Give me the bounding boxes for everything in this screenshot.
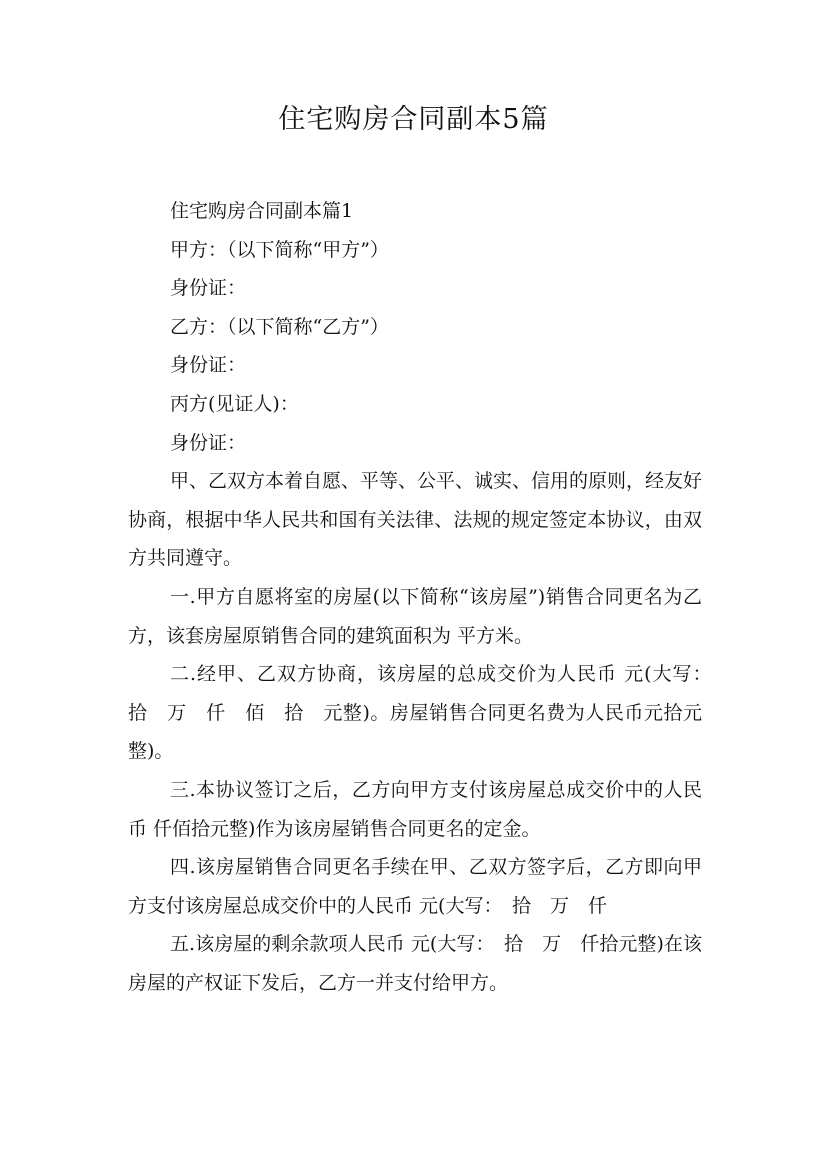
clause-2-paragraph: 二.经甲、乙双方协商，该房屋的总成交价为人民币 元(大写： 拾 万 仟 佰 拾 元整)。房屋销售合同更名费为人民币元拾元整)。	[128, 663, 722, 763]
party-a-line: 甲方：（以下简称“甲方”）	[170, 238, 389, 261]
clause-1-paragraph: 一.甲方自愿将室的房屋(以下简称“该房屋”)销售合同更名为乙方，该套房屋原销售合同的建筑面积为 平方米。	[128, 585, 702, 647]
intro-paragraph: 甲、乙双方本着自愿、平等、公平、诚实、信用的原则，经友好协商，根据中华人民共和国有关法律、法规的规定签定本协议，由双方共同遵守。	[128, 470, 703, 570]
contract-heading: 住宅购房合同副本篇1	[170, 200, 354, 222]
clause-5-paragraph: 五.该房屋的剩余款项人民币 元(大写： 拾 万 仟拾元整)在该房屋的产权证下发后，乙方一并支付给甲方。	[128, 933, 702, 994]
party-b-id-line: 身份证：	[170, 354, 247, 377]
document-title: 住宅购房合同副本5篇	[278, 104, 549, 135]
party-c-id-line: 身份证：	[170, 431, 247, 454]
party-b-line: 乙方：（以下简称“乙方”）	[170, 315, 389, 338]
clause-4-paragraph: 四.该房屋销售合同更名手续在甲、乙双方签字后，乙方即向甲方支付该房屋总成交价中的人民币 元(大写： 拾 万 仟	[128, 856, 702, 917]
party-c-line: 丙方(见证人)：	[170, 392, 299, 415]
party-a-id-line: 身份证：	[170, 277, 247, 300]
clause-3-paragraph: 三.本协议签订之后，乙方向甲方支付该房屋总成交价中的人民币 仟佰拾元整)作为该房屋销售合同更名的定金。	[128, 778, 702, 840]
document-body	[128, 192, 722, 1002]
